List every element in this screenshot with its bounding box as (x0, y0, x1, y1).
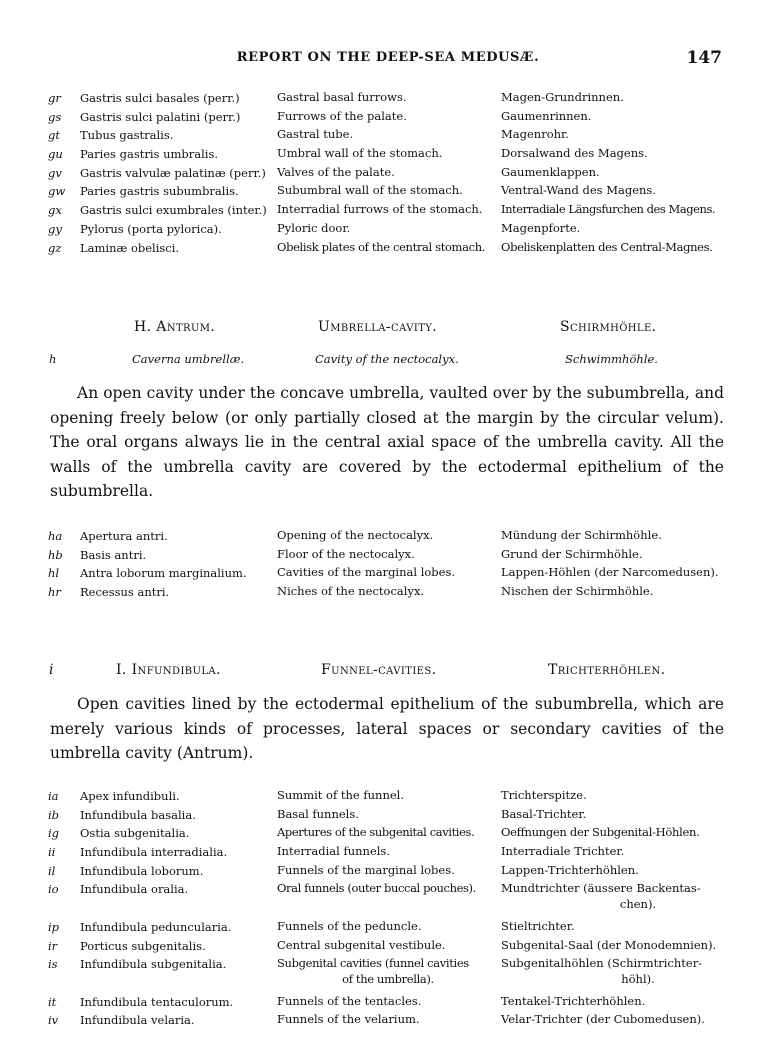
table-row (48, 126, 748, 145)
row-english: Obelisk plates of the central stomach. (277, 239, 486, 254)
row-latin: Laminæ obelisci. (80, 240, 180, 255)
row-german: Subgenital-Saal (der Monodemnien). (501, 937, 717, 952)
english-line-1: Subgenital cavities (funnel cavities (277, 956, 469, 971)
row-german: Interradiale Trichter. (501, 844, 625, 859)
table-row (48, 824, 748, 843)
row-english: Subumbral wall of the stomach. (277, 183, 463, 198)
page-header (0, 48, 776, 70)
german-line-2: höhl). (621, 971, 655, 986)
row-german: Lappen-Trichterhöhlen. (501, 862, 639, 877)
row-latin: Infundibula tentaculorum. (80, 994, 234, 1009)
table-row (48, 937, 748, 956)
row-english: Gastral basal furrows. (277, 90, 407, 104)
row-english: Niches of the nectocalyx. (277, 584, 425, 599)
sub-english: Cavity of the nectocalyx. (315, 352, 459, 366)
row-german: Magenpforte. (501, 220, 581, 235)
row-abbr: io (48, 882, 59, 897)
row-german: Ventral-Wand des Magens. (501, 183, 656, 198)
row-abbr: hb (48, 547, 63, 562)
row-english: Apertures of the subgenital cavities. (277, 825, 475, 840)
table-row (48, 108, 748, 127)
heading-english: Umbrella-cavity. (318, 319, 438, 335)
row-abbr: hr (48, 585, 61, 600)
row-abbr: ir (48, 938, 58, 953)
row-latin: Infundibula interradialia. (80, 845, 228, 860)
row-english: Funnels of the velarium. (277, 1012, 420, 1027)
row-english: Opening of the nectocalyx. (277, 528, 434, 542)
table-row (48, 527, 748, 546)
table-row (48, 955, 748, 992)
row-german: Nischen der Schirmhöhle. (501, 584, 654, 599)
table-h (48, 527, 748, 602)
row-german: Lappen-Höhlen (der Narcomedusen). (501, 565, 719, 580)
table-row (48, 862, 748, 881)
table-row (48, 880, 748, 917)
section-letter: i (49, 662, 54, 678)
row-latin: Tubus gastralis. (80, 128, 174, 143)
heading-english: Funnel-cavities. (321, 662, 437, 678)
row-english: Valves of the palate. (277, 164, 395, 179)
table-row (48, 843, 748, 862)
row-latin: Recessus antri. (80, 585, 170, 600)
section-i-paragraph: Open cavities lined by the ectodermal epithelium of the subumbrella, which are merely various kinds of processes, lateral spaces or secondary cavities of the umbrella cavity (Antrum). (50, 695, 724, 762)
row-german: Obeliskenplatten des Central-Magnes. (501, 239, 713, 254)
row-latin: Gastris valvulæ palatinæ (perr.) (80, 165, 266, 180)
row-german: Trichterspitze. (501, 788, 587, 802)
row-abbr: ip (48, 919, 60, 934)
row-german: Gaumenrinnen. (501, 108, 592, 123)
row-german: Velar-Trichter (der Cubomedusen). (501, 1012, 705, 1027)
row-english: Interradial funnels. (277, 844, 390, 859)
row-english (277, 956, 499, 987)
table-row (48, 239, 748, 258)
row-german: Tentakel-Trichterhöhlen. (501, 993, 646, 1008)
row-abbr: ib (48, 807, 60, 822)
row-english: Umbral wall of the stomach. (277, 146, 443, 161)
sub-latin: Caverna umbrellæ. (132, 352, 245, 366)
row-german (501, 956, 775, 987)
row-english: Summit of the funnel. (277, 788, 404, 802)
german-line-1: Mundtrichter (äussere Backentas- (501, 881, 701, 896)
row-latin: Gastris sulci basales (perr.) (80, 91, 240, 105)
row-latin: Paries gastris umbralis. (80, 147, 219, 162)
heading-latin: H. Antrum. (134, 319, 216, 335)
row-latin: Gastris sulci exumbrales (inter.) (80, 203, 267, 218)
row-german (501, 881, 775, 912)
row-english: Basal funnels. (277, 806, 359, 821)
table-row (48, 564, 748, 583)
row-latin: Apex infundibuli. (80, 789, 180, 803)
row-german: Magenrohr. (501, 127, 569, 142)
row-latin: Infundibula subgenitalia. (80, 957, 227, 972)
heading-german: Trichterhöhlen. (548, 662, 666, 678)
row-german: Basal-Trichter. (501, 806, 587, 821)
row-english: Central subgenital vestibule. (277, 937, 446, 952)
row-abbr: is (48, 957, 58, 972)
row-german: Mündung der Schirmhöhle. (501, 528, 662, 542)
row-latin: Infundibula velaria. (80, 1013, 195, 1028)
row-english: Floor of the nectocalyx. (277, 546, 415, 561)
table-row (48, 145, 748, 164)
table-row (48, 89, 748, 108)
row-german: Magen-Grundrinnen. (501, 90, 624, 104)
table-row (48, 787, 748, 806)
table-row (48, 164, 748, 183)
row-latin: Gastris sulci palatini (perr.) (80, 109, 241, 124)
row-abbr: gs (48, 109, 62, 124)
row-german: Gaumenklappen. (501, 164, 600, 179)
row-abbr: gv (48, 165, 62, 180)
row-abbr: gz (48, 240, 62, 255)
row-latin: Paries gastris subumbralis. (80, 184, 239, 199)
row-abbr: ig (48, 826, 60, 841)
row-latin: Infundibula peduncularia. (80, 919, 232, 934)
table-g (48, 89, 748, 257)
heading-german: Schirmhöhle. (560, 319, 657, 335)
row-abbr: gw (48, 184, 66, 199)
row-latin: Basis antri. (80, 547, 147, 562)
row-english: Cavities of the marginal lobes. (277, 565, 456, 580)
table-row (48, 182, 748, 201)
row-english: Funnels of the tentacles. (277, 993, 422, 1008)
row-abbr: gu (48, 147, 63, 162)
row-latin: Antra loborum marginalium. (80, 566, 247, 581)
row-english: Oral funnels (outer buccal pouches). (277, 881, 476, 896)
row-german: Interradiale Längsfurchen des Magens. (501, 202, 716, 217)
table-row (48, 546, 748, 565)
running-title: REPORT ON THE DEEP-SEA MEDUSÆ. (236, 50, 540, 65)
table-row (48, 583, 748, 602)
row-german: Oeffnungen der Subgenital-Höhlen. (501, 825, 700, 840)
section-letter: h (49, 352, 57, 366)
table-row (48, 220, 748, 239)
row-abbr: hl (48, 566, 60, 581)
sub-german: Schwimmhöhle. (565, 352, 658, 366)
row-abbr: gr (48, 91, 61, 105)
row-latin: Ostia subgenitalia. (80, 826, 190, 841)
german-line-2: chen). (619, 896, 657, 911)
english-line-2: of the umbrella). (342, 971, 434, 986)
row-english: Funnels of the marginal lobes. (277, 862, 455, 877)
german-line-1: Subgenitalhöhlen (Schirmtrichter- (501, 956, 703, 971)
row-german: Grund der Schirmhöhle. (501, 546, 643, 561)
row-english: Interradial furrows of the stomach. (277, 202, 483, 217)
row-abbr: iv (48, 1013, 59, 1028)
table-i (48, 787, 748, 1030)
row-latin: Pylorus (porta pylorica). (80, 221, 222, 236)
row-german: Stieltrichter. (501, 918, 575, 933)
row-abbr: gt (48, 128, 60, 143)
row-abbr: il (48, 863, 56, 878)
row-english: Funnels of the peduncle. (277, 918, 422, 933)
section-h-paragraph: An open cavity under the concave umbrella, vaulted over by the subumbrella, and opening freely below (or only partially closed at the margin by the circular velum). The oral organs always lie in the central axial space of the umbrella cavity. All the walls of the umbrella cavity are covered by the ectodermal epithelium of the subumbrella. (50, 384, 724, 500)
table-row (48, 201, 748, 220)
row-abbr: ia (48, 789, 59, 803)
table-row (48, 806, 748, 825)
row-english: Pyloric door. (277, 220, 351, 235)
row-latin: Apertura antri. (80, 529, 168, 543)
row-abbr: gx (48, 203, 62, 218)
row-abbr: gy (48, 221, 62, 236)
row-abbr: ha (48, 529, 63, 543)
row-latin: Infundibula basalia. (80, 807, 196, 822)
row-abbr: ii (48, 845, 56, 860)
row-german: Dorsalwand des Magens. (501, 146, 648, 161)
row-abbr: it (48, 994, 57, 1009)
row-english: Furrows of the palate. (277, 108, 407, 123)
table-row (48, 993, 748, 1012)
page-number: 147 (686, 48, 722, 68)
table-row (48, 1011, 748, 1030)
table-row (48, 918, 748, 937)
row-latin: Infundibula oralia. (80, 882, 189, 897)
row-latin: Infundibula loborum. (80, 863, 204, 878)
row-latin: Porticus subgenitalis. (80, 938, 206, 953)
heading-latin: I. Infundibula. (116, 662, 221, 678)
row-english: Gastral tube. (277, 127, 354, 142)
